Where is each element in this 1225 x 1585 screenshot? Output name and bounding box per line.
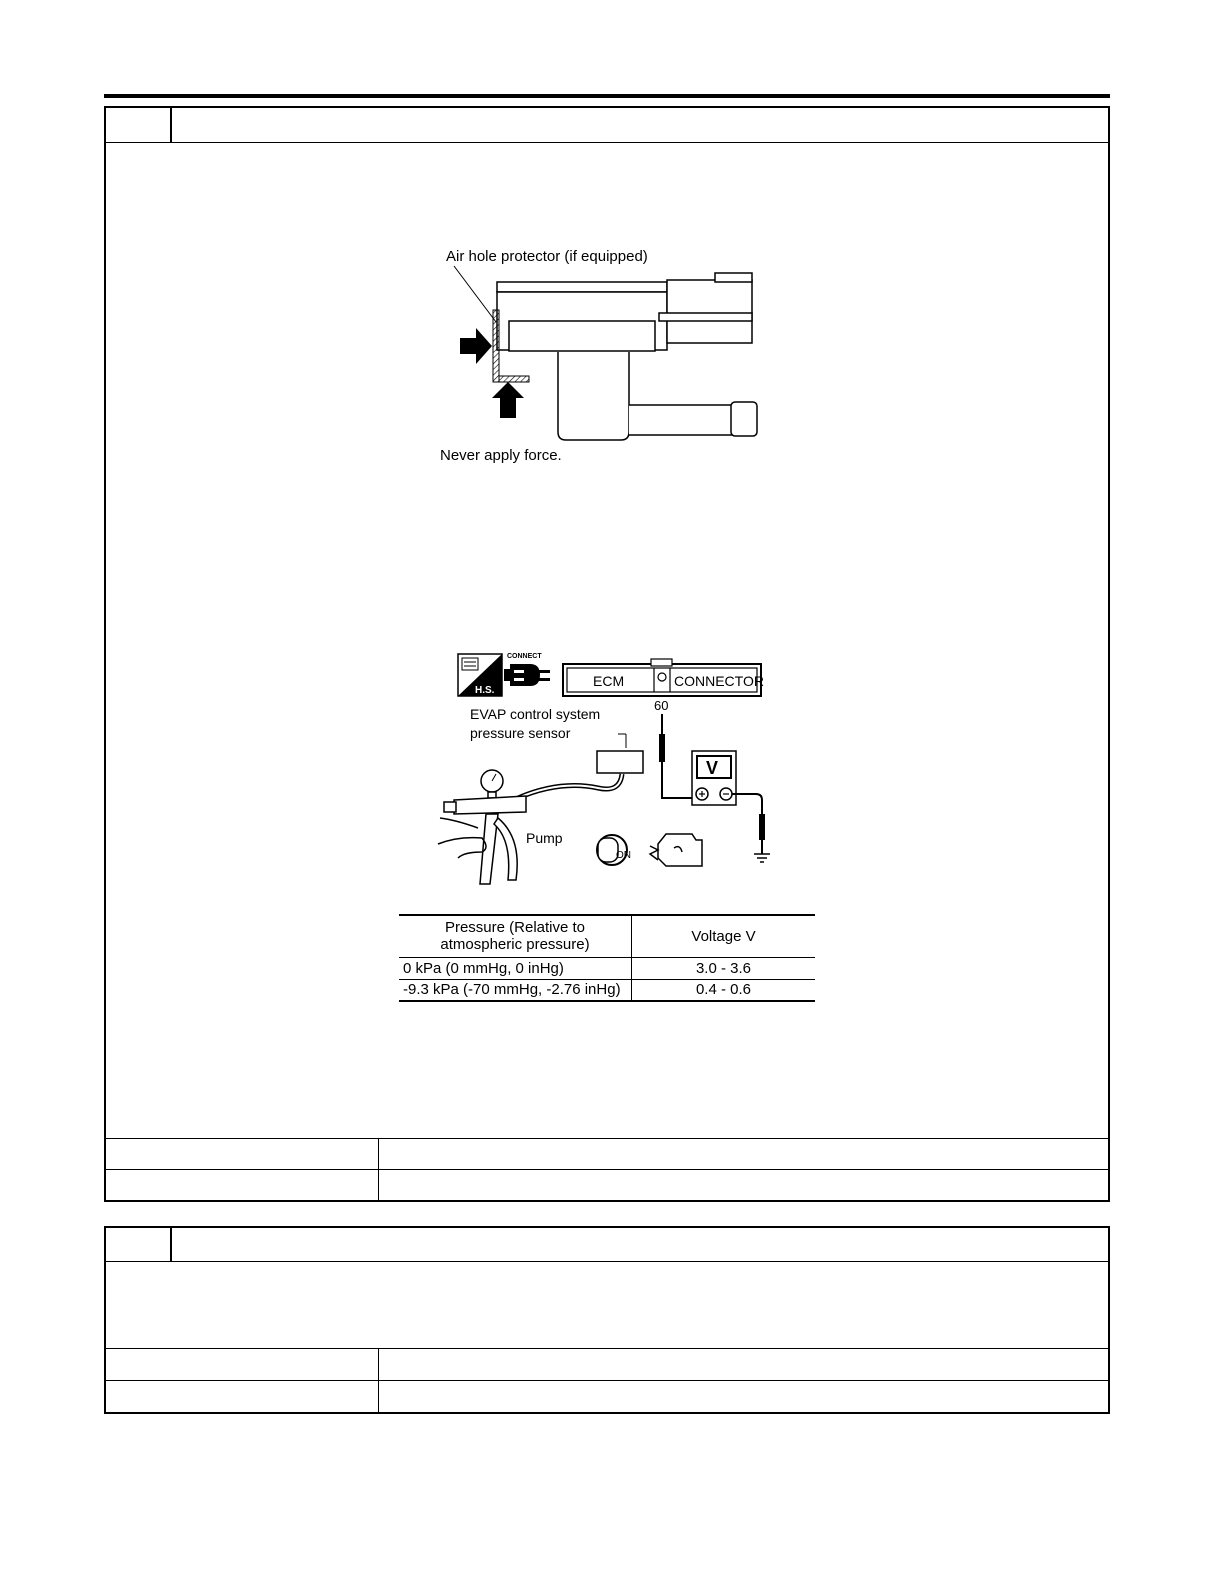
- row-pressure: -9.3 kPa (-70 mmHg, -2.76 inHg): [399, 979, 632, 1001]
- result-cell-ng-label: [106, 1170, 379, 1201]
- ground-icon: [754, 854, 770, 862]
- terminal-number: 60: [654, 698, 669, 713]
- arrow-right-icon: [460, 328, 492, 364]
- figure-air-hole-protector: [430, 240, 770, 470]
- sensor-body: [497, 273, 757, 440]
- svg-text:ECM: ECM: [593, 673, 625, 689]
- table-row: [399, 979, 815, 1001]
- page-top-rule: [104, 94, 1110, 98]
- header-pressure: Pressure (Relative to atmospheric pressure): [399, 915, 632, 957]
- pump-label: Pump: [526, 830, 563, 846]
- result-row-ng: [106, 1169, 1108, 1201]
- voltmeter-icon: [692, 751, 736, 805]
- probe-negative: [732, 794, 765, 854]
- svg-text:CONNECT: CONNECT: [507, 653, 542, 660]
- svg-text:H.S.: H.S.: [475, 685, 495, 696]
- result-row-ok-2: [106, 1348, 1108, 1381]
- protector-bottom: [499, 376, 529, 382]
- arrow-up-icon: [492, 382, 524, 418]
- connect-icon: [504, 653, 550, 686]
- protector-side: [493, 310, 499, 382]
- result-cell-ng-label-2: [106, 1381, 379, 1413]
- result-cell-ok-label-2: [106, 1349, 379, 1381]
- table-row: [399, 957, 815, 979]
- step-header-1: [106, 108, 1108, 143]
- step-header-2: [106, 1228, 1108, 1262]
- step-number-cell-2: [106, 1228, 172, 1261]
- result-row-ng-2: [106, 1380, 1108, 1413]
- engine-icon: [650, 834, 702, 866]
- figure-evap-sensor-check: [430, 648, 770, 888]
- sensor-label-line1: EVAP control system: [470, 706, 601, 722]
- ignition-key-icon: [597, 835, 631, 865]
- hot-standby-icon: [458, 654, 502, 696]
- step-box-2: [104, 1226, 1110, 1414]
- label-never-apply-force: Never apply force.: [440, 447, 562, 464]
- step-number-cell-1: [106, 108, 172, 142]
- probe-positive: [659, 714, 696, 798]
- header-voltage: Voltage V: [691, 927, 756, 945]
- svg-text:V: V: [706, 758, 719, 778]
- pressure-voltage-table: [399, 914, 815, 1002]
- result-cell-ok-label: [106, 1139, 379, 1170]
- leader-line: [454, 266, 496, 322]
- svg-text:CONNECTOR: CONNECTOR: [674, 673, 764, 689]
- row-pressure: 0 kPa (0 mmHg, 0 inHg): [399, 957, 632, 979]
- hand-pump-icon: [438, 770, 526, 884]
- result-row-ok: [106, 1138, 1108, 1170]
- sensor-label-line2: pressure sensor: [470, 725, 571, 741]
- row-voltage: 3.0 - 3.6: [695, 959, 752, 977]
- ecm-connector: [563, 659, 764, 696]
- row-voltage: 0.4 - 0.6: [695, 981, 752, 999]
- table-header-row: [399, 915, 815, 957]
- svg-text:ON: ON: [616, 850, 631, 861]
- pressure-sensor: [597, 751, 643, 773]
- label-air-hole-protector: Air hole protector (if equipped): [446, 248, 648, 265]
